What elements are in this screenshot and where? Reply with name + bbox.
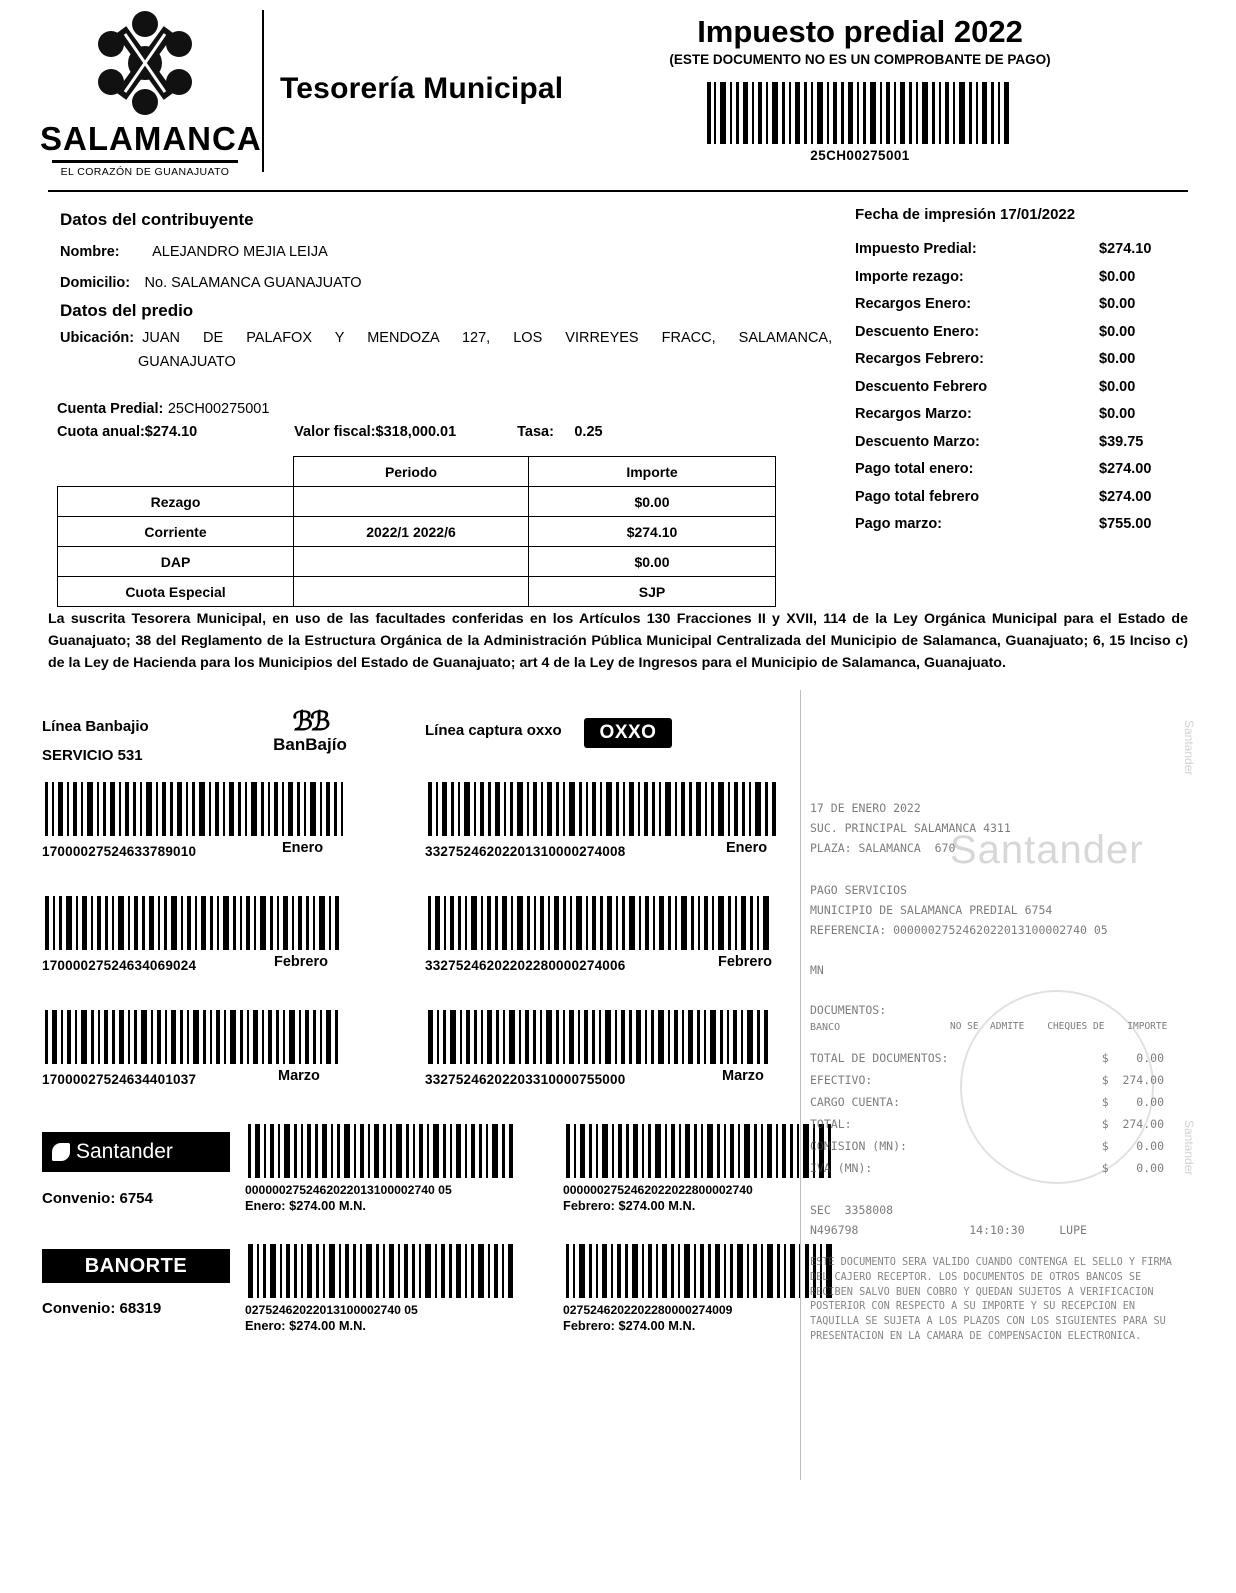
receipt-watermark: Santander <box>950 828 1144 872</box>
taxpayer-name-row <box>60 243 328 261</box>
santander-barcode-enero <box>245 1124 525 1213</box>
amount-row <box>855 516 1185 532</box>
property-location-label: Ubicación: <box>60 330 135 346</box>
amount-row <box>855 241 1185 257</box>
receipt-branch: SUC. PRINCIPAL SALAMANCA 4311 <box>810 821 1011 835</box>
table-row <box>58 577 776 607</box>
receipt-side-text-bottom: Santander <box>1182 1120 1196 1176</box>
banbajio-service-label: SERVICIO 531 <box>42 747 143 764</box>
row-amount: SJP <box>529 577 776 607</box>
logo-wordmark: SALAMANCA <box>40 120 262 157</box>
amount-value: $0.00 <box>1099 406 1136 422</box>
taxpayer-name-label: Nombre: <box>60 244 120 260</box>
banbajio-month-enero: Enero <box>282 840 324 856</box>
santander-name: Santander <box>76 1140 173 1163</box>
table-row <box>58 517 776 547</box>
banorte-caption-enero: Enero: $274.00 M.N. <box>245 1318 366 1333</box>
receipt-total-value-4: $ 0.00 <box>1101 1139 1164 1153</box>
santander-flame-icon <box>52 1143 70 1161</box>
amount-label: Importe rezago: <box>855 268 964 285</box>
amount-label: Descuento Febrero <box>855 378 988 395</box>
oxxo-code-enero: 33275246202201310000274008 <box>425 844 626 859</box>
amount-row <box>855 379 1185 395</box>
banorte-name: BANORTE <box>84 1255 188 1277</box>
row-period: 2022/1 2022/6 <box>294 517 529 547</box>
property-account-row <box>57 400 269 418</box>
receipt-documentos: DOCUMENTOS: <box>810 1003 887 1017</box>
receipt-total-value-3: $ 274.00 <box>1101 1117 1164 1131</box>
scanned-receipt-overlay <box>800 690 1200 1480</box>
amounts-panel <box>855 206 1185 544</box>
amount-row <box>855 461 1185 477</box>
table-row <box>58 487 776 517</box>
receipt-total-value-2: $ 0.00 <box>1101 1095 1164 1109</box>
banbajio-barcode-enero <box>42 782 402 859</box>
amount-row <box>855 406 1185 422</box>
banorte-code-enero: 02752462022013100002740 05 <box>245 1303 418 1317</box>
receipt-fine-print: ESTE DOCUMENTO SERA VALIDO CUANDO CONTENGA EL SELLO Y FIRMA DEL CAJERO RECEPTOR. LOS DOCUMENTOS DE OTROS BANCOS SE RECIBEN SALVO BUEN COBRO Y QUEDAN SUJETOS A VERIFICACION POSTERIOR CON RESPECTO A SU IMPORTE Y SU RECEPCION EN TAQUILLA SE SUJETA A LOS PLAZOS CON LOS SIGUIENTES PARA SU PRESENTACION EN LA CAMARA DE COMPENSACION ELECTRONICA. <box>810 1257 1172 1342</box>
oxxo-code-febrero: 33275246202202280000274006 <box>425 958 626 973</box>
receipt-currency: MN <box>810 963 824 977</box>
table-header-blank <box>58 457 294 487</box>
table-header-importe: Importe <box>529 457 776 487</box>
amount-label: Pago total febrero <box>855 488 980 505</box>
taxpayer-address-value: No. SALAMANCA GUANAJUATO <box>144 275 362 291</box>
salamanca-emblem-icon <box>85 8 205 118</box>
receipt-municipio: MUNICIPIO DE SALAMANCA PREDIAL 6754 <box>810 903 1053 917</box>
rate-value: 0.25 <box>574 424 603 440</box>
table-row <box>58 547 776 577</box>
receipt-plaza: PLAZA: SALAMANCA 670 <box>810 841 956 855</box>
page-title: Impuesto predial 2022 <box>697 14 1023 49</box>
row-period <box>294 547 529 577</box>
amount-value: $0.00 <box>1099 323 1136 340</box>
receipt-banco: BANCO <box>810 1022 841 1033</box>
receipt-total-value-1: $ 274.00 <box>1101 1073 1164 1087</box>
fiscal-value-label: Valor fiscal:$318,000.01 <box>294 424 457 440</box>
property-quota-row <box>57 423 603 441</box>
row-period <box>294 487 529 517</box>
amount-row <box>855 324 1185 340</box>
taxpayer-name-value: ALEJANDRO MEJIA LEIJA <box>152 244 328 260</box>
amount-row <box>855 296 1185 312</box>
banorte-caption-febrero: Febrero: $274.00 M.N. <box>563 1318 696 1333</box>
oxxo-month-enero: Enero <box>726 840 768 856</box>
receipt-total-label-4: COMISION (MN): <box>810 1139 907 1153</box>
oxxo-month-marzo: Marzo <box>722 1068 764 1084</box>
logo-tagline: EL CORAZÓN DE GUANAJUATO <box>60 166 230 178</box>
amount-value: $39.75 <box>1099 433 1144 450</box>
tesoreria-title: Tesorería Municipal <box>280 72 564 105</box>
amount-value: $274.00 <box>1099 461 1152 477</box>
santander-code-febrero: 0000002752462022022800002740 <box>563 1183 753 1197</box>
taxpayer-address-label: Domicilio: <box>60 275 131 291</box>
taxpayer-address-row <box>60 274 362 292</box>
receipt-total-value-0: $ 0.00 <box>1101 1051 1164 1065</box>
amount-label: Descuento Enero: <box>855 323 980 340</box>
santander-code-enero: 0000002752462022013100002740 05 <box>245 1183 452 1197</box>
amount-label: Recargos Enero: <box>855 296 972 312</box>
amount-value: $0.00 <box>1099 378 1136 395</box>
santander-logo <box>42 1132 230 1172</box>
banbajio-month-febrero: Febrero <box>274 954 328 970</box>
salamanca-logo <box>40 8 262 178</box>
receipt-service: PAGO SERVICIOS <box>810 883 907 897</box>
receipt-operator: N496798 14:10:30 LUPE <box>810 1223 1087 1237</box>
amount-value: $0.00 <box>1099 268 1136 285</box>
receipt-total-value-5: $ 0.00 <box>1101 1161 1164 1175</box>
row-amount: $0.00 <box>529 487 776 517</box>
banbajio-name: BanBajío <box>273 735 347 754</box>
page-subtitle: (ESTE DOCUMENTO NO ES UN COMPROBANTE DE PAGO) <box>669 52 1051 67</box>
amount-value: $0.00 <box>1099 351 1136 367</box>
banbajio-code-febrero: 17000027524634069024 <box>42 958 197 973</box>
header-rule <box>48 190 1188 192</box>
row-concept: Rezago <box>58 487 294 517</box>
taxpayer-section-title: Datos del contribuyente <box>60 210 254 229</box>
table-header-periodo: Periodo <box>294 457 529 487</box>
banorte-convenio: Convenio: 68319 <box>42 1300 162 1317</box>
santander-caption-enero: Enero: $274.00 M.N. <box>245 1198 366 1213</box>
row-amount: $274.10 <box>529 517 776 547</box>
banbajio-mark-icon: ℬℬ <box>292 706 328 736</box>
banbajio-logo <box>255 706 365 755</box>
property-location-value-line2: GUANAJUATO <box>138 354 236 370</box>
amount-label: Recargos Febrero: <box>855 351 984 367</box>
receipt-total-label-0: TOTAL DE DOCUMENTOS: <box>810 1051 949 1065</box>
santander-caption-febrero: Febrero: $274.00 M.N. <box>563 1198 696 1213</box>
amount-value: $274.10 <box>1099 241 1152 257</box>
property-account-value: 25CH00275001 <box>167 401 270 417</box>
oxxo-line-label: Línea captura oxxo <box>425 722 562 739</box>
amount-label: Descuento Marzo: <box>855 433 980 450</box>
amount-row <box>855 434 1185 450</box>
row-concept: DAP <box>58 547 294 577</box>
banbajio-code-marzo: 17000027524634401037 <box>42 1072 197 1087</box>
banbajio-code-enero: 17000027524633789010 <box>42 844 197 859</box>
receipt-total-label-3: TOTAL: <box>810 1117 852 1131</box>
account-barcode <box>705 82 1015 144</box>
banorte-logo <box>42 1249 230 1283</box>
receipt-sec: SEC 3358008 <box>810 1203 894 1217</box>
receipt-side-text-top: Santander <box>1182 720 1196 776</box>
row-period <box>294 577 529 607</box>
oxxo-month-febrero: Febrero <box>718 954 772 970</box>
property-section-title: Datos del predio <box>60 301 194 320</box>
account-barcode-number: 25CH00275001 <box>810 148 910 163</box>
document-header <box>0 0 1236 192</box>
amount-row <box>855 489 1185 505</box>
amount-row <box>855 269 1185 285</box>
periods-table <box>57 456 776 607</box>
banbajio-line-label: Línea Banbajio <box>42 718 149 735</box>
receipt-referencia: REFERENCIA: 0000002752462022013100002740 05 <box>810 923 1108 937</box>
banbajio-barcode-febrero <box>42 896 402 973</box>
print-date: Fecha de impresión 17/01/2022 <box>855 206 1076 223</box>
receipt-total-label-1: EFECTIVO: <box>810 1073 873 1087</box>
property-location-row <box>60 330 850 370</box>
banbajio-month-marzo: Marzo <box>278 1068 320 1084</box>
amount-label: Pago marzo: <box>855 516 943 532</box>
amount-value: $755.00 <box>1099 516 1152 532</box>
property-location-value-line1: JUAN DE PALAFOX Y MENDOZA 127, LOS VIRREYES FRACC, SALAMANCA, <box>142 330 833 346</box>
banbajio-barcode-marzo <box>42 1010 402 1087</box>
rate-label: Tasa: <box>517 424 554 440</box>
table-header-row <box>58 457 776 487</box>
banorte-code-febrero: 0275246202202280000274009 <box>563 1303 733 1317</box>
amount-row <box>855 351 1185 367</box>
receipt-date: 17 DE ENERO 2022 <box>810 801 921 815</box>
header-vertical-divider <box>262 10 264 172</box>
banorte-barcode-enero <box>245 1244 525 1333</box>
santander-convenio: Convenio: 6754 <box>42 1190 153 1207</box>
oxxo-logo-icon: OXXO <box>584 718 672 748</box>
amount-label: Pago total enero: <box>855 461 974 477</box>
receipt-no-cheques: NO SE ADMITE CHEQUES DE IMPORTE <box>950 1021 1168 1032</box>
logo-divider <box>52 160 238 163</box>
oxxo-code-marzo: 33275246202203310000755000 <box>425 1072 626 1087</box>
row-concept: Corriente <box>58 517 294 547</box>
legal-paragraph: La suscrita Tesorera Municipal, en uso de las facultades conferidas en los Artículos 130 Fracciones II y XVII, 114 de la Ley Orgánica Municipal para el Estado de Guanajuato; 38 del Reglamento de la Estructura Orgánica de la Administración Pública Municipal Centralizada del Municipio de Salamanca, Guanajuato; 6, 15 Inciso c) de la Ley de Hacienda para los Municipios del Estado de Guanajuato; art 4 de la Ley de Ingresos para el Municipio de Salamanca, Guanajuato. <box>48 611 1188 671</box>
receipt-total-label-5: IVA (MN): <box>810 1161 873 1175</box>
property-account-label: Cuenta Predial: <box>57 401 164 417</box>
amount-label: Impuesto Predial: <box>855 241 977 257</box>
amount-value: $274.00 <box>1099 488 1152 505</box>
row-concept: Cuota Especial <box>58 577 294 607</box>
amount-value: $0.00 <box>1099 296 1136 312</box>
receipt-total-label-2: CARGO CUENTA: <box>810 1095 901 1109</box>
annual-quota-label: Cuota anual:$274.10 <box>57 424 198 440</box>
row-amount: $0.00 <box>529 547 776 577</box>
amount-label: Recargos Marzo: <box>855 406 972 422</box>
